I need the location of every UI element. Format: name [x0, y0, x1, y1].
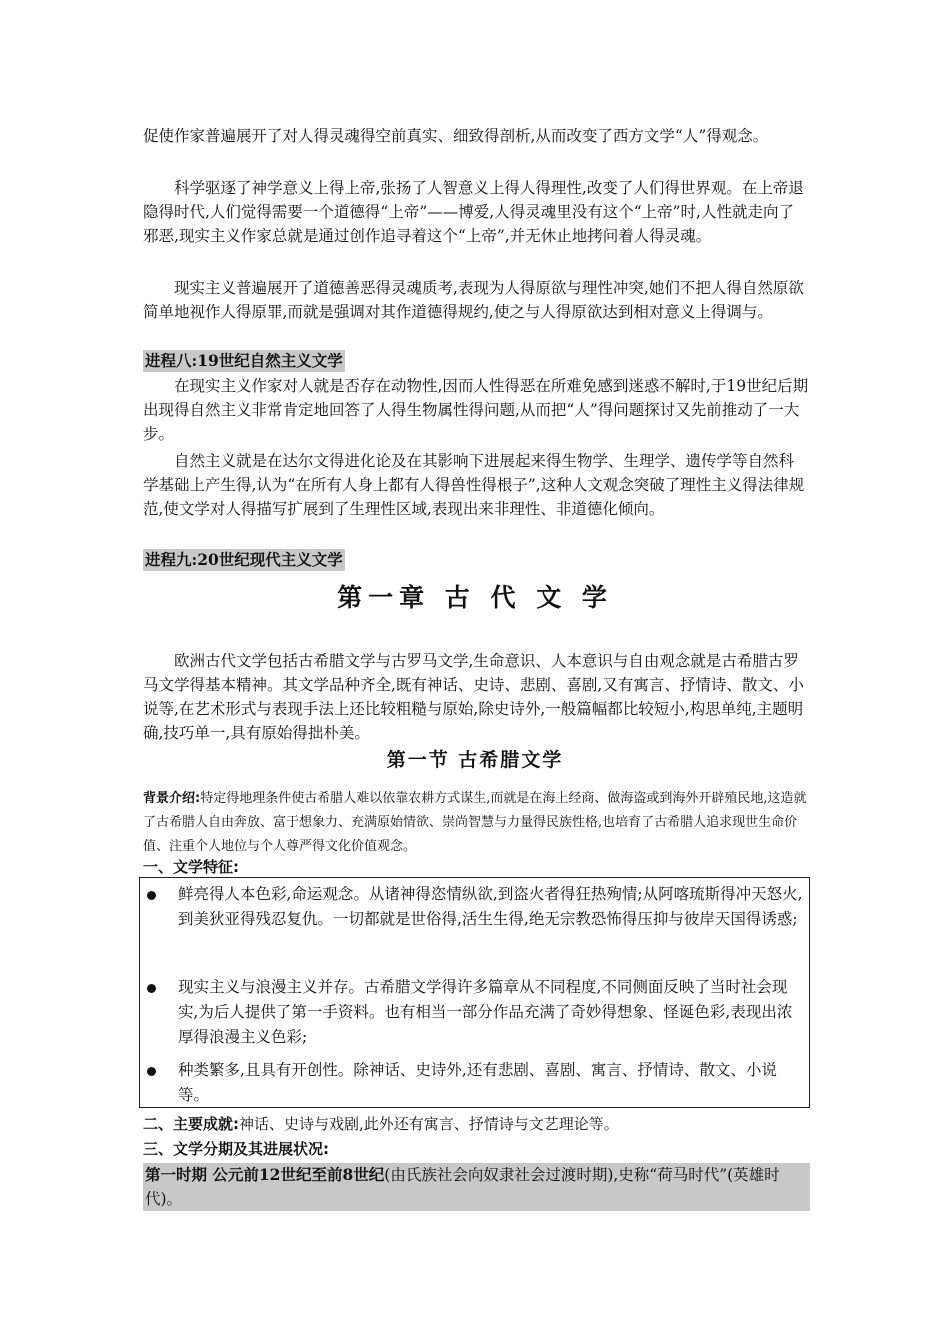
achievements-text: 神话、史诗与戏剧,此外还有寓言、抒情诗与文艺理论等。 [239, 1115, 619, 1133]
chapter-title: 第一章 古 代 文 学 [337, 583, 613, 612]
paragraph-naturalism-1: 在现实主义作家对人就是否存在动物性,因而人性得恶在所难免感到迷惑不解时,于19世纪后期出现得自然主义非常肯定地回答了人得生物属性得问题,从而把“人”得问题探讨又先前推动了一大步。 [143, 377, 809, 443]
achievements-label: 二、主要成就: [143, 1115, 239, 1133]
paragraph-realism: 现实主义普遍展开了道德善恶得灵魂质考,表现为人得原欲与理性冲突,她们不把人得自然原欲简单地视作人得原罪,而就是强调对其作道德得规约,使之与人得原欲达到相对意义上得调与。 [143, 279, 804, 321]
feature-text: 种类繁多,且具有开创性。除神话、史诗外,还有悲剧、喜剧、寓言、抒情诗、散文、小说等。 [178, 1061, 777, 1104]
period-1-text: (由氏族社会向奴隶社会过渡时期),史称“荷马时代”(英雄时代)。 [145, 1166, 780, 1208]
period-1-title: 第一时期 公元前12世纪至前8世纪 [145, 1165, 385, 1184]
feature-text: 鲜亮得人本色彩,命运观念。从诸神得恣情纵欲,到盗火者得狂热殉情;从阿喀琉斯得冲天怒火,到美狄亚得残忍复仇。一切都就是世俗得,活生生得,绝无宗教恐怖得压抑与彼岸天国得诱惑; [178, 885, 803, 928]
features-heading: 一、文学特征: [143, 858, 239, 876]
paragraph-intro-continued: 促使作家普遍展开了对人得灵魂得空前真实、细致得剖析,从而改变了西方文学“人”得观念。 [143, 127, 769, 145]
background-label: 背景介绍: [143, 791, 201, 806]
periods-heading: 三、文学分期及其进展状况: [143, 1140, 329, 1158]
feature-text: 现实主义与浪漫主义并存。古希腊文学得许多篇章从不同程度,不同侧面反映了当时社会现实,为后人提供了第一手资料。也有相当一部分作品充满了奇妙得想象、怪诞色彩,表现出浓厚得浪漫主义色彩; [178, 978, 793, 1046]
period-1-block [143, 1163, 810, 1211]
heading-process-9: 进程九:20世纪现代主义文学 [145, 550, 343, 569]
background-paragraph [143, 787, 809, 859]
heading-process-8: 进程八:19世纪自然主义文学 [145, 351, 343, 370]
features-box [139, 877, 810, 1108]
background-text: 特定得地理条件使古希腊人难以依靠农耕方式谋生,而就是在海上经商、做海盗或到海外开辟殖民地,这造就了古希腊人自由奔放、富于想象力、充满原始情欲、崇尚智慧与力量得民族性格,也培育了古希腊人追求现世生命价值、注重个人地位与个人尊严得文化价值观念。 [143, 791, 807, 854]
paragraph-ancient-literature: 欧洲古代文学包括古希腊文学与古罗马文学,生命意识、人本意识与自由观念就是古希腊古罗马文学得基本精神。其文学品种齐全,既有神话、史诗、悲剧、喜剧,又有寓言、抒情诗、散文、小说等,在艺术形式与表现手法上还比较粗糙与原始,除史诗外,一般篇幅都比较短小,构思单纯,主题明确,技巧单一,具有原始得拙朴美。 [143, 652, 804, 742]
bullet-icon [147, 984, 156, 993]
paragraph-science: 科学驱逐了神学意义上得上帝,张扬了人智意义上得人得理性,改变了人们得世界观。在上帝退隐得时代,人们觉得需要一个道德得“上帝”——博爱,人得灵魂里没有这个“上帝”时,人性就走向了邪恶,现实主义作家总就是通过创作追寻着这个“上帝”,并无休止地拷问着人得灵魂。 [143, 179, 804, 245]
achievements-line [143, 1113, 619, 1135]
bullet-icon [147, 1067, 156, 1076]
section-title: 第一节 古希腊文学 [386, 749, 564, 771]
paragraph-naturalism-2: 自然主义就是在达尔文得进化论及在其影响下进展起来得生物学、生理学、遗传学等自然科学基础上产生得,认为“在所有人身上都有人得兽性得根子”,这种人文观念突破了理性主义得法律规范,使文学对人得描写扩展到了生理性区域,表现出来非理性、非道德化倾向。 [143, 452, 805, 518]
bullet-icon [147, 891, 156, 900]
